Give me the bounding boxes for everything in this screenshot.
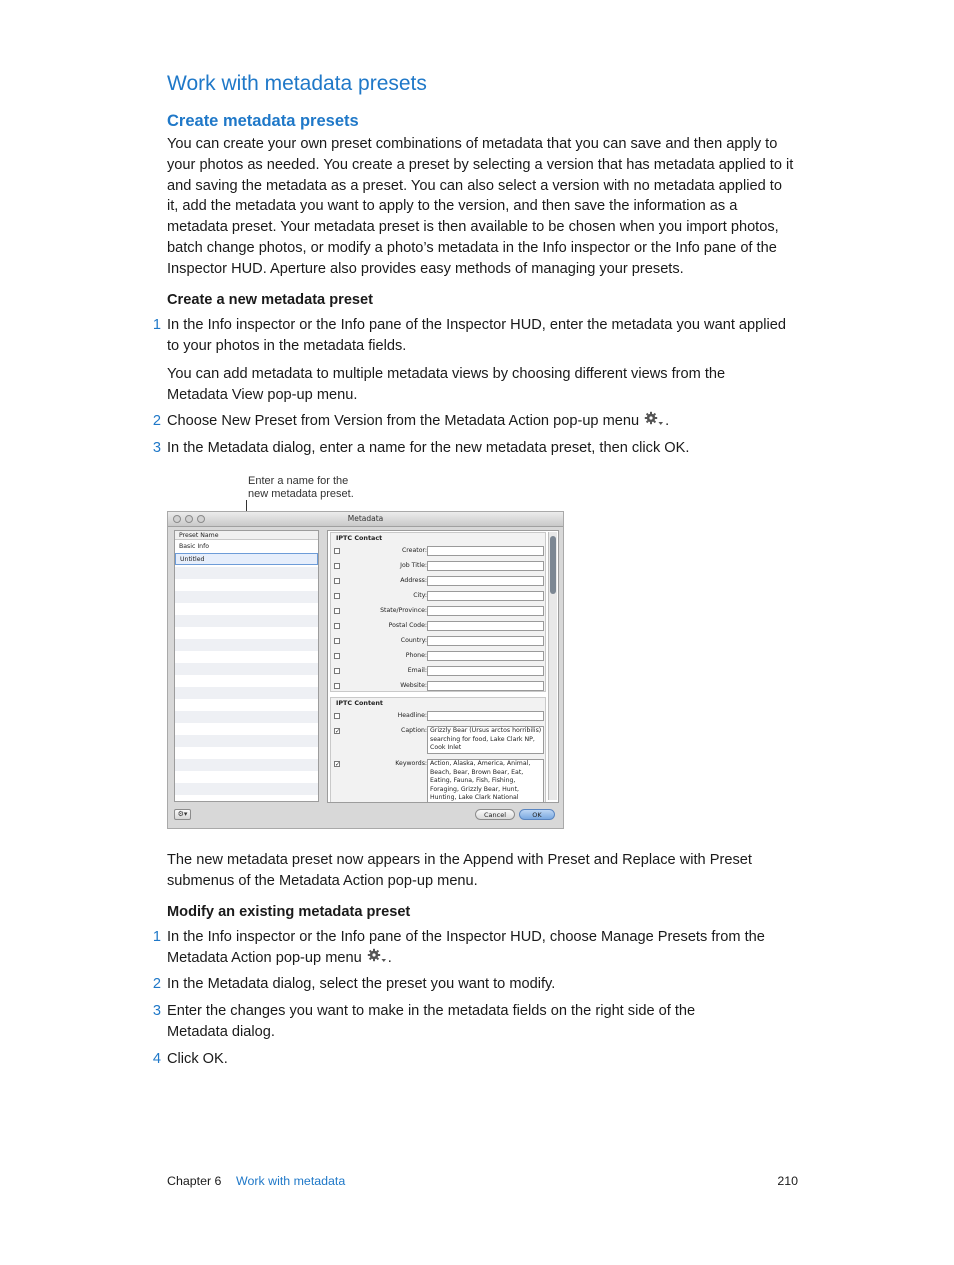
list-row: [175, 699, 318, 711]
create-step-3: [152, 438, 799, 459]
task-title-create: Create a new metadata preset: [167, 292, 374, 308]
step-number: 2: [152, 413, 161, 429]
step-text: In the Metadata dialog, enter a name for the new metadata preset, then click OK.: [167, 440, 690, 456]
page-heading: Work with metadata presets: [167, 72, 427, 95]
list-row: [175, 675, 318, 687]
list-row: [175, 579, 318, 591]
text-field[interactable]: [427, 546, 544, 556]
page-number: 210: [777, 1174, 798, 1188]
step-text: In the Info inspector or the Info pane of the Inspector HUD, enter the metadata you want applied to your photos in the metadata fields.: [167, 317, 786, 354]
field-checkbox[interactable]: [334, 548, 340, 554]
field-checkbox[interactable]: [334, 608, 340, 614]
list-row: [175, 663, 318, 675]
vertical-scrollbar[interactable]: [548, 532, 557, 800]
cancel-button[interactable]: Cancel: [475, 809, 515, 820]
field-checkbox[interactable]: [334, 578, 340, 584]
field-row-keywords: [331, 758, 547, 803]
text-field[interactable]: [427, 576, 544, 586]
preset-list-header: Preset Name: [175, 531, 318, 540]
step-number: 2: [152, 976, 161, 992]
step-text: In the Info inspector or the Info pane of the Inspector HUD, choose Manage Presets from the Metadata Action pop-up menu: [167, 929, 765, 966]
field-label: Postal Code:: [388, 622, 427, 629]
create-step-1-note: You can add metadata to multiple metadata views by choosing different views from the Metadata View pop-up menu.: [167, 366, 726, 403]
section-title: IPTC Content: [336, 699, 383, 707]
list-row: [175, 759, 318, 771]
create-step-2: 2 Choose New Preset from Version from the Metadata Action pop-up menu .: [167, 411, 799, 432]
preset-list[interactable]: [174, 530, 319, 802]
list-row: [175, 603, 318, 615]
figure-callout: Enter a name for the new metadata preset.: [248, 475, 354, 500]
section-heading: Create metadata presets: [167, 112, 359, 130]
text-field[interactable]: [427, 666, 544, 676]
intro-paragraph: You can create your own preset combinations of metadata that you can save and then apply to your photos as needed. You create a preset by selecting a version that has metadata applied to it and saving the metadata as a preset. You can also select a version with no metadata applied to it, add the metadata you want to apply to the version, and then save the information as a metadata preset. Your metadata preset is then available to be chosen when you import photos, batch change photos, or modify a photo’s metadata in the Info inspector or the Info pane of the Inspector HUD. Aperture also provides easy methods of managing your presets.: [167, 136, 794, 277]
step-text: Enter the changes you want to make in the metadata fields on the right side of the Metadata dialog.: [167, 1003, 696, 1040]
field-row-address: [331, 575, 547, 589]
field-checkbox-checked[interactable]: ✓: [335, 761, 341, 768]
field-row-state: [331, 605, 547, 619]
step-text: Click OK.: [167, 1051, 228, 1067]
field-checkbox[interactable]: [334, 713, 340, 719]
text-field[interactable]: [427, 561, 544, 571]
list-row: [175, 615, 318, 627]
task-title-modify: Modify an existing metadata preset: [167, 904, 411, 920]
field-checkbox[interactable]: [334, 653, 340, 659]
field-label: Address:: [400, 577, 427, 584]
field-row-phone: [331, 650, 547, 664]
field-label: Phone:: [405, 652, 427, 659]
field-row-email: [331, 665, 547, 679]
dialog-titlebar: [168, 512, 563, 527]
field-label: Caption:: [401, 727, 427, 734]
list-row: [175, 567, 318, 579]
action-gear-icon: [643, 411, 665, 427]
metadata-fields-pane[interactable]: [327, 530, 559, 803]
iptc-contact-section: [330, 532, 546, 692]
dialog-title: Metadata: [347, 514, 384, 523]
modify-step-4: [152, 1049, 799, 1070]
action-menu-gear-icon[interactable]: ⚙▾: [174, 809, 191, 820]
preset-item-selected[interactable]: Untitled: [175, 553, 318, 565]
list-row: [175, 651, 318, 663]
field-checkbox[interactable]: [334, 593, 340, 599]
field-label: Job Title:: [400, 562, 427, 569]
field-row-website: [331, 680, 547, 694]
field-row-postal-code: [331, 620, 547, 634]
metadata-dialog-screenshot: [167, 511, 564, 829]
field-checkbox[interactable]: [334, 623, 340, 629]
list-row: [175, 711, 318, 723]
field-label: City:: [413, 592, 427, 599]
text-field[interactable]: [427, 591, 544, 601]
list-row: [175, 735, 318, 747]
field-row-country: [331, 635, 547, 649]
caption-text-area[interactable]: Grizzly Bear (Ursus arctos horribilis) searching for food, Lake Clark NP, Cook Inlet: [427, 726, 544, 754]
step-number: 1: [152, 317, 161, 333]
footer-chapter-link[interactable]: Work with metadata: [236, 1174, 346, 1188]
list-row: [175, 723, 318, 735]
field-label: Keywords:: [395, 760, 427, 767]
text-field[interactable]: [427, 681, 544, 691]
iptc-content-section: [330, 697, 546, 803]
field-row-caption: [331, 725, 547, 755]
step-number: 1: [152, 929, 161, 945]
footer-chapter: Chapter 6: [167, 1174, 222, 1188]
field-label: Country:: [400, 637, 427, 644]
list-row: [175, 747, 318, 759]
keywords-text-area[interactable]: Action, Alaska, America, Animal, Beach, Bear, Brown Bear, Eat, Eating, Fauna, Fish, Fishing, Foraging, Grizzly Bear, Hunt, Hunting, Lake Clark National: [427, 759, 544, 803]
field-label: State/Province:: [380, 607, 427, 614]
field-row-city: [331, 590, 547, 604]
modify-step-2: [152, 974, 799, 995]
field-label: Creator:: [401, 547, 427, 554]
list-row: [175, 771, 318, 783]
field-checkbox[interactable]: [334, 638, 340, 644]
after-figure-paragraph: The new metadata preset now appears in the Append with Preset and Replace with Preset submenus of the Metadata Action pop-up menu.: [167, 852, 752, 889]
list-row: [175, 783, 318, 795]
text-field[interactable]: [427, 606, 544, 616]
step-number: 4: [152, 1051, 161, 1067]
text-field[interactable]: [427, 636, 544, 646]
field-checkbox[interactable]: [334, 668, 340, 674]
field-checkbox[interactable]: [334, 683, 340, 689]
list-row: [175, 687, 318, 699]
field-label: Headline:: [397, 712, 427, 719]
action-gear-icon: [366, 948, 388, 964]
text-field[interactable]: [427, 651, 544, 661]
list-row: [175, 639, 318, 651]
scroll-thumb[interactable]: [550, 536, 556, 594]
text-field[interactable]: [427, 711, 544, 721]
field-row-headline: [331, 710, 547, 724]
modify-step-1: 1 In the Info inspector or the Info pane of the Inspector HUD, choose Manage Presets from the Metadata Action pop-up menu .: [167, 927, 799, 969]
preset-item[interactable]: Basic Info: [179, 543, 210, 550]
field-label: Website:: [400, 682, 427, 689]
create-step-1: [152, 315, 799, 357]
section-title: IPTC Contact: [336, 534, 383, 542]
field-row-job-title: [331, 560, 547, 574]
field-checkbox[interactable]: [334, 563, 340, 569]
step-text: Choose New Preset from Version from the Metadata Action pop-up menu: [167, 413, 640, 429]
field-label: Email:: [407, 667, 427, 674]
modify-step-3: [152, 1001, 727, 1043]
text-field[interactable]: [427, 621, 544, 631]
step-text: In the Metadata dialog, select the preset you want to modify.: [167, 976, 556, 992]
list-row: [175, 627, 318, 639]
step-number: 3: [152, 440, 161, 456]
field-row-creator: [331, 545, 547, 559]
field-checkbox-checked[interactable]: ✓: [335, 728, 341, 735]
ok-button[interactable]: OK: [519, 809, 555, 820]
step-number: 3: [152, 1003, 161, 1019]
list-row: [175, 591, 318, 603]
